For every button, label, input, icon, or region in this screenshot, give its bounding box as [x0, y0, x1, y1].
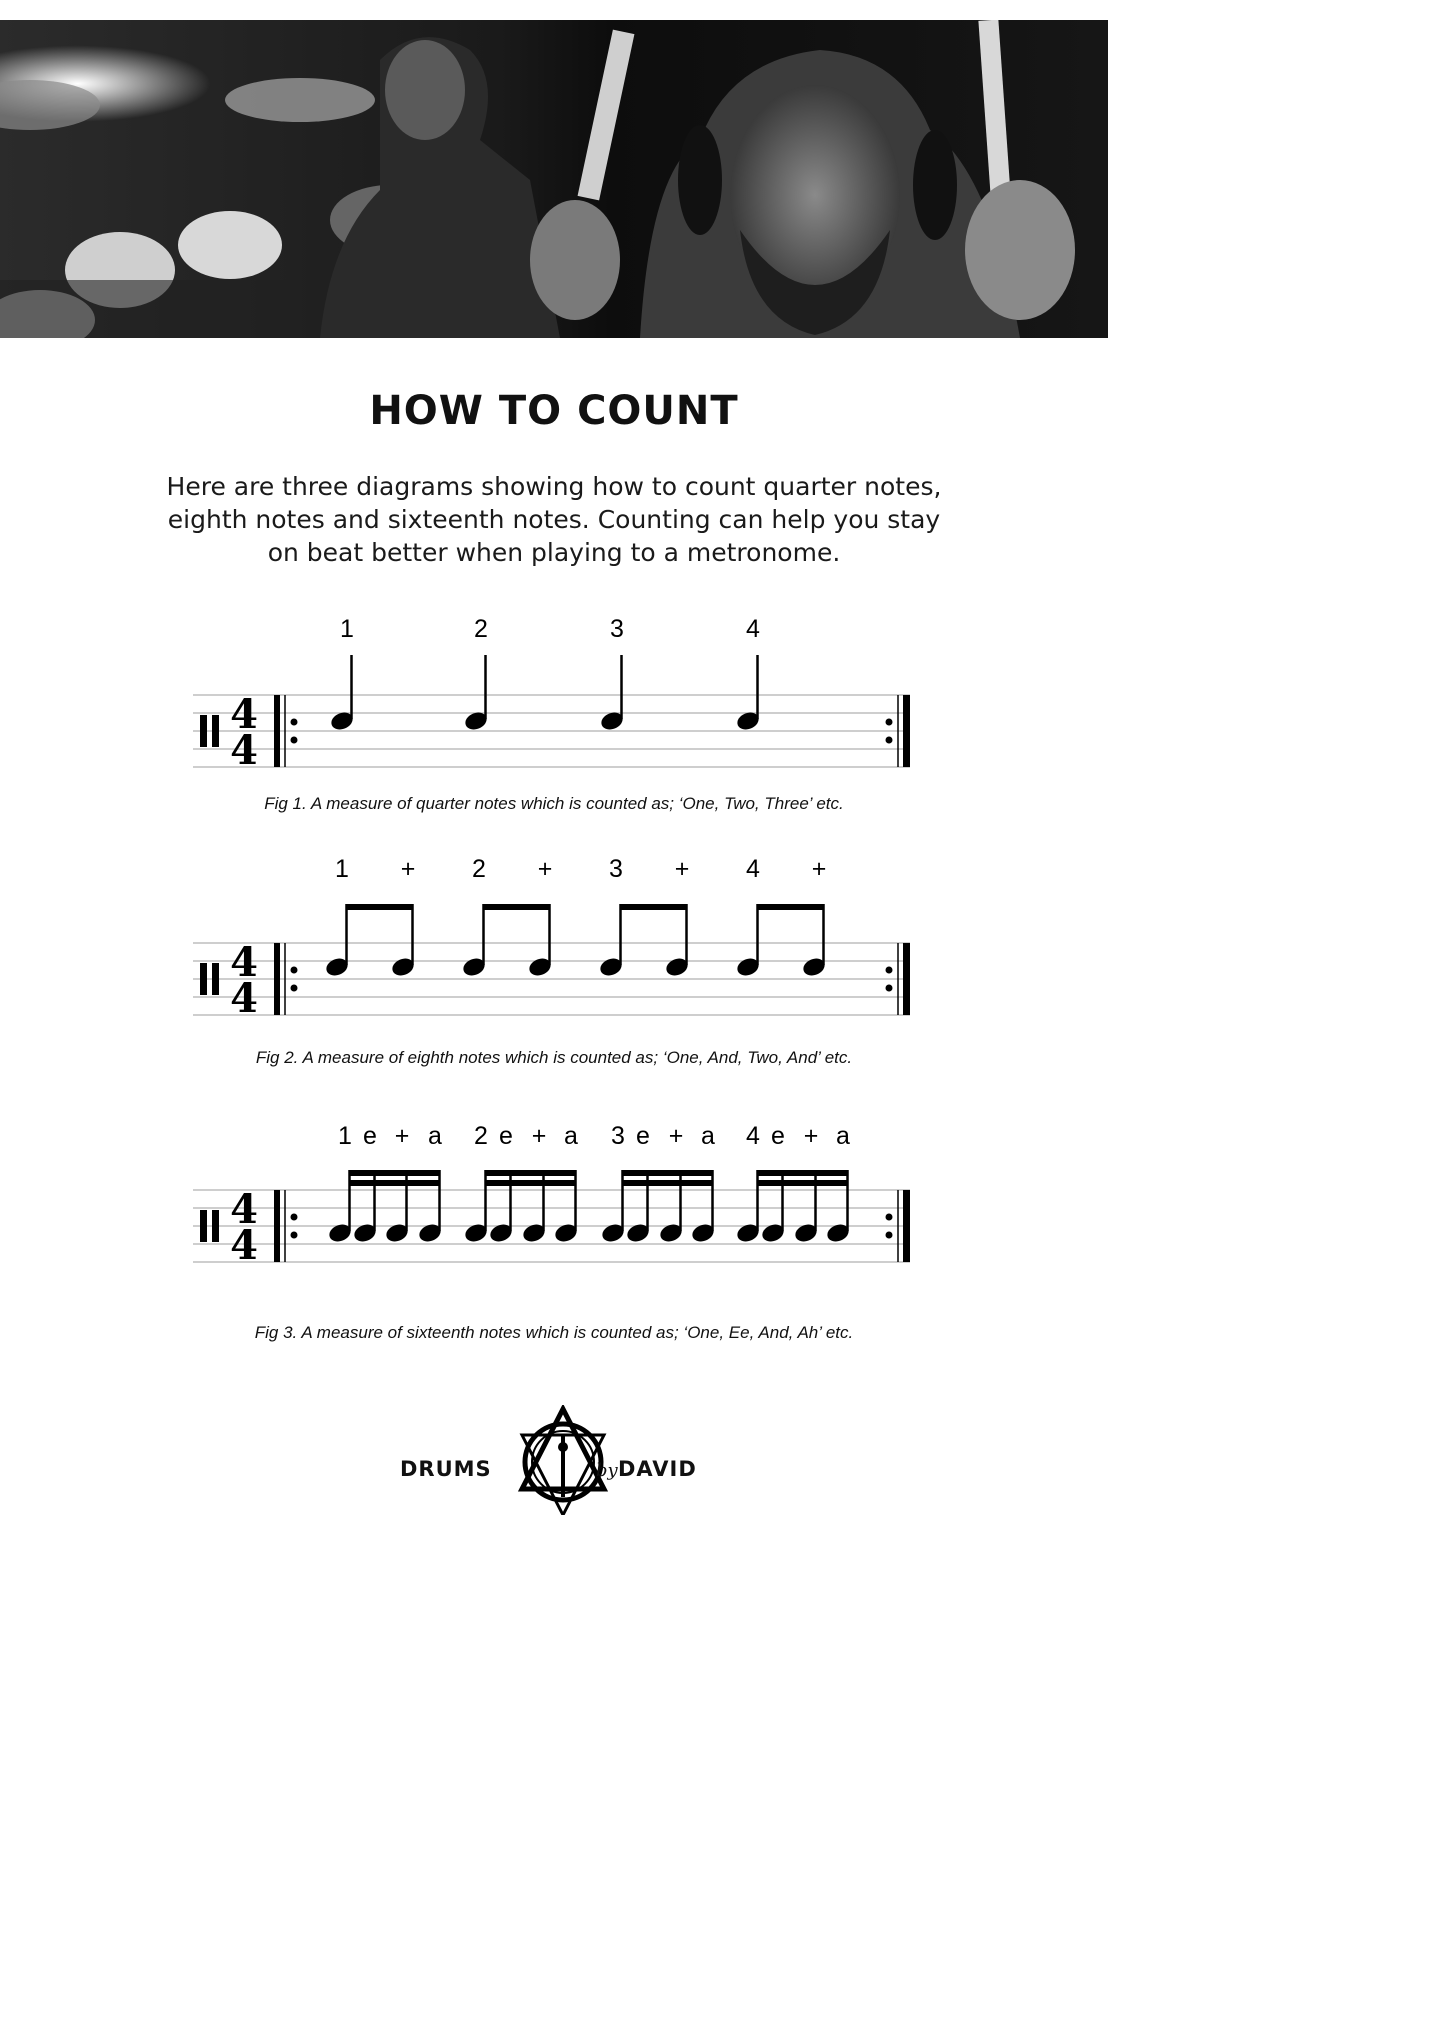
- time-signature-bottom: 4: [230, 727, 258, 774]
- percussion-clef-bar: [200, 1210, 207, 1242]
- note-beam: [622, 1170, 714, 1176]
- note-beam: [757, 1170, 849, 1176]
- notation-quarter-notes: [0, 600, 1108, 785]
- figure-quarter-notes: [0, 600, 1108, 830]
- count-label: +: [531, 1122, 547, 1150]
- count-label: a: [428, 1122, 442, 1150]
- repeat-dot: [886, 1232, 893, 1239]
- time-signature-top: 4: [230, 1186, 258, 1233]
- count-label: 1: [338, 1122, 352, 1150]
- repeat-start-thick-bar: [274, 1190, 280, 1262]
- count-label: +: [400, 855, 416, 883]
- time-signature-bottom: 4: [230, 1222, 258, 1269]
- repeat-dot: [291, 985, 298, 992]
- intro-line: on beat better when playing to a metronome.: [267, 538, 841, 567]
- note-beam: [757, 904, 825, 910]
- page-title: HOW TO COUNT: [369, 388, 739, 434]
- count-label: 4: [746, 615, 760, 643]
- repeat-end-thick-bar: [903, 1190, 910, 1262]
- figure-caption: Fig 1. A measure of quarter notes which is counted as; ‘One, Two, Three’ etc.: [264, 794, 844, 813]
- count-label: 2: [474, 615, 488, 643]
- count-label: +: [668, 1122, 684, 1150]
- count-label: +: [803, 1122, 819, 1150]
- repeat-dot: [886, 1214, 893, 1221]
- count-label: a: [701, 1122, 715, 1150]
- count-label: e: [499, 1122, 513, 1150]
- note-beam: [757, 1180, 849, 1186]
- intro-paragraph: [100, 470, 1008, 569]
- repeat-dot: [886, 737, 893, 744]
- logo-word-drums: DRUMS: [400, 1457, 492, 1481]
- count-label: e: [771, 1122, 785, 1150]
- count-label: a: [836, 1122, 850, 1150]
- note-beam: [485, 1180, 577, 1186]
- hero-photo: [0, 20, 1108, 338]
- percussion-clef-bar: [200, 963, 207, 995]
- repeat-start-thick-bar: [274, 943, 280, 1015]
- figure-caption: Fig 2. A measure of eighth notes which is counted as; ‘One, And, Two, And’ etc.: [255, 1048, 853, 1067]
- time-signature-bottom: 4: [230, 975, 258, 1022]
- repeat-dot: [291, 967, 298, 974]
- count-label: 2: [472, 855, 486, 883]
- repeat-dot: [291, 737, 298, 744]
- figure-sixteenth-notes: [0, 1105, 1108, 1355]
- count-label: 3: [611, 1122, 625, 1150]
- time-signature-top: 4: [230, 939, 258, 986]
- note-beam: [346, 904, 414, 910]
- repeat-dot: [886, 719, 893, 726]
- count-label: 4: [746, 1122, 760, 1150]
- intro-line: Here are three diagrams showing how to count quarter notes,: [166, 472, 942, 501]
- count-label: 3: [610, 615, 624, 643]
- note-beam: [483, 904, 551, 910]
- figure-eighth-notes: [0, 840, 1108, 1080]
- note-beam: [620, 904, 688, 910]
- note-beam: [349, 1170, 441, 1176]
- repeat-dot: [886, 967, 893, 974]
- percussion-clef-bar: [212, 1210, 219, 1242]
- count-label: 4: [746, 855, 760, 883]
- percussion-clef-bar: [212, 715, 219, 747]
- repeat-dot: [291, 1232, 298, 1239]
- count-label: +: [394, 1122, 410, 1150]
- count-label: +: [674, 855, 690, 883]
- count-label: 1: [335, 855, 349, 883]
- count-label: +: [537, 855, 553, 883]
- count-label: e: [363, 1122, 377, 1150]
- note-beam: [622, 1180, 714, 1186]
- percussion-clef-bar: [212, 963, 219, 995]
- count-label: 3: [609, 855, 623, 883]
- time-signature-top: 4: [230, 691, 258, 738]
- count-label: a: [564, 1122, 578, 1150]
- percussion-clef-bar: [200, 715, 207, 747]
- note-beam: [485, 1170, 577, 1176]
- logo-word-david: DAVID: [618, 1457, 697, 1481]
- logo-word-by: by: [596, 1460, 618, 1481]
- repeat-end-thick-bar: [903, 943, 910, 1015]
- repeat-start-thick-bar: [274, 695, 280, 767]
- note-beam: [349, 1180, 441, 1186]
- intro-line: eighth notes and sixteenth notes. Counting can help you stay: [167, 505, 941, 534]
- repeat-dot: [291, 719, 298, 726]
- figure-caption: Fig 3. A measure of sixteenth notes which is counted as; ‘One, Ee, And, Ah’ etc.: [254, 1323, 854, 1342]
- notation-eighth-notes: [0, 840, 1108, 1030]
- drummer-photo-icon: [0, 20, 1108, 338]
- count-label: +: [811, 855, 827, 883]
- count-label: 1: [340, 615, 354, 643]
- count-label: e: [636, 1122, 650, 1150]
- count-label: 2: [474, 1122, 488, 1150]
- repeat-dot: [291, 1214, 298, 1221]
- repeat-end-thick-bar: [903, 695, 910, 767]
- brand-logo: [390, 1405, 720, 1515]
- notation-sixteenth-notes: [0, 1105, 1108, 1295]
- repeat-dot: [886, 985, 893, 992]
